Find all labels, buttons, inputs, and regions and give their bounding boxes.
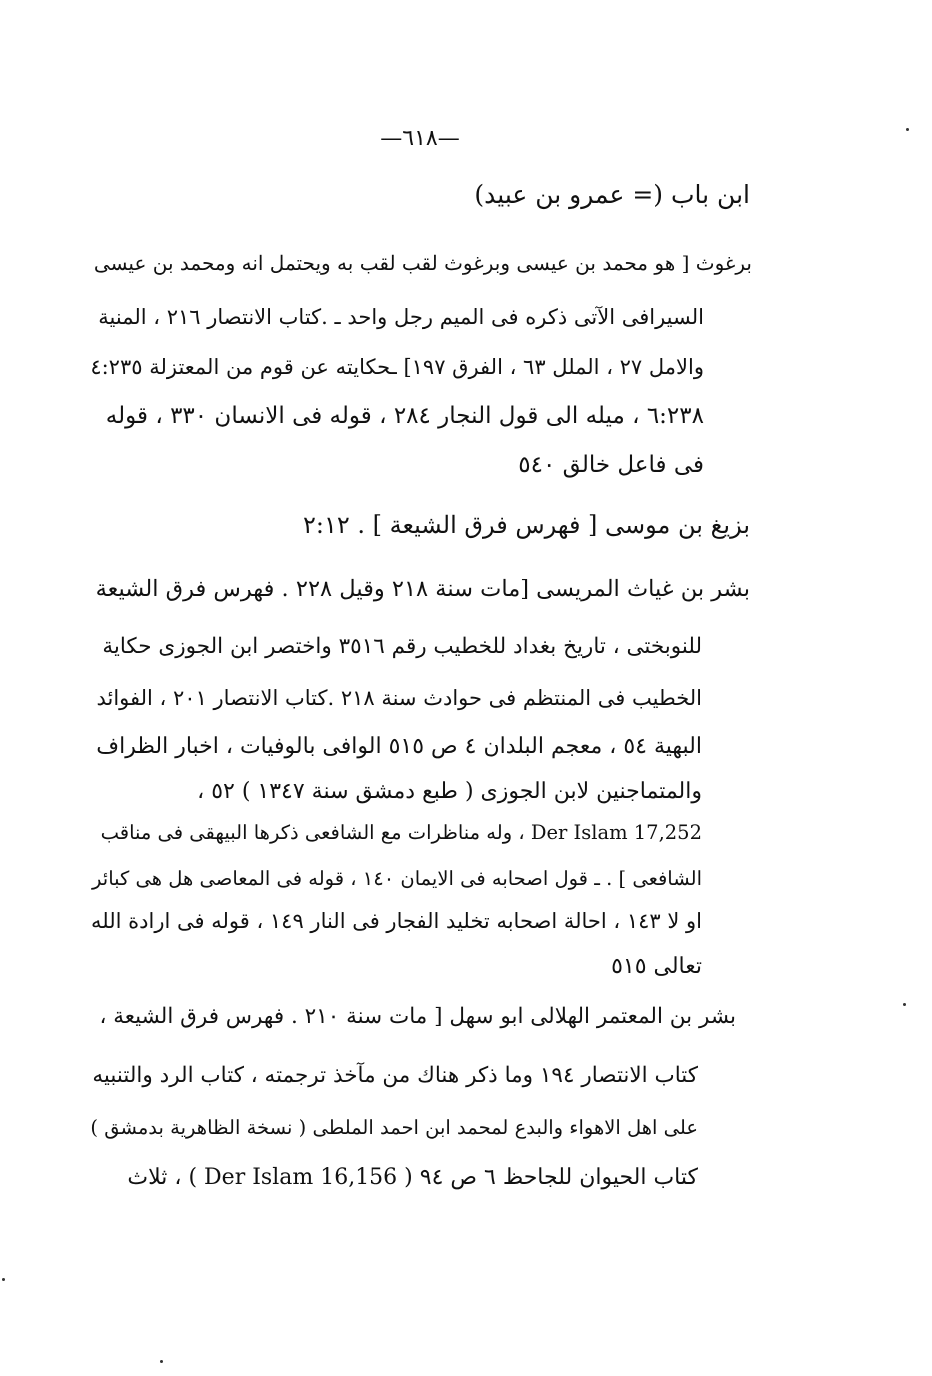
- entry-headword-line: ابن باب (= عمرو بن عبيد): [474, 180, 750, 209]
- entry-continuation-line: البهية ٥٤ ، معجم البلدان ٤ ص ٥١٥ الوافى بالوفيات ، اخبار الظراف: [96, 734, 702, 759]
- entry-headword-line: بزيغ بن موسى [ فهرس فرق الشيعة ] . ٢:١٢: [303, 511, 750, 539]
- entry-headword-line: برغوث [ هو محمد بن عيسى وبرغوث لقب لقب به ويحتمل انه ومحمد بن عيسى: [93, 251, 752, 275]
- entry-continuation-line: كتاب الانتصار ١٩٤ وما ذكر هناك من مآخذ ترجمته ، كتاب الرد والتنبيه: [92, 1063, 698, 1088]
- entry-continuation-line: كتاب الحيوان للجاحظ ٦ ص ٩٤ ( Der Islam 16,156 ) ، ثلاث: [127, 1165, 698, 1190]
- entry-continuation-line: للنوبختى ، تاريخ بغداد للخطيب رقم ٣٥١٦ واختصر ابن الجوزى حكاية: [102, 634, 702, 659]
- entry-continuation-line: والمتماجنين لابن الجوزى ( طبع دمشق سنة ١٣٤٧ ) ٥٢ ،: [197, 779, 702, 804]
- entry-continuation-line: على اهل الاهواء والبدع لمحمد ابن احمد الملطى ( نسخة الظاهرية بدمشق ): [90, 1116, 698, 1139]
- entry-headword-line: بشر بن المعتمر الهلالى ابو سهل [ مات سنة ٢١٠ . فهرس فرق الشيعة ،: [99, 1004, 736, 1029]
- scan-speck: [903, 1003, 906, 1006]
- scan-speck: [160, 1360, 163, 1363]
- entry-continuation-line: تعالى ٥١٥: [611, 954, 702, 979]
- entry-headword-line: بشر بن غياث المريسى [مات سنة ٢١٨ وقيل ٢٢٨ . فهرس فرق الشيعة: [95, 576, 750, 602]
- entry-continuation-line: السيرافى الآتى ذكره فى الميم رجل واحد ـ .كتاب الانتصار ٢١٦ ، المنية: [98, 305, 704, 329]
- entry-continuation-line: الشافعى ] . ـ قول اصحابه فى الايمان ١٤٠ ، قوله فى المعاصى هل هى كبائر: [92, 867, 702, 890]
- scan-speck: [906, 128, 909, 131]
- entry-continuation-line: Der Islam 17,252 ، وله مناظرات مع الشافعى ذكرها البيهقى فى مناقب: [100, 821, 702, 844]
- entry-continuation-line: والامل ٢٧ ، الملل ٦٣ ، الفرق ١٩٧] ـحكايته عن قوم من المعتزلة ٤:٢٣٥: [90, 355, 704, 379]
- entry-continuation-line: الخطيب فى المنتظم فى حوادث سنة ٢١٨ .كتاب الانتصار ٢٠١ ، الفوائد: [96, 686, 702, 710]
- page-number: —٦١٨—: [380, 126, 460, 151]
- entry-continuation-line: فى فاعل خالق ٥٤٠: [518, 452, 704, 478]
- entry-continuation-line: او لا ١٤٣ ، احالة اصحابه تخليد الفجار فى النار ١٤٩ ، قوله فى ارادة الله: [91, 909, 702, 933]
- scan-speck: [2, 1278, 5, 1281]
- entry-continuation-line: ٦:٢٣٨ ، ميله الى قول النجار ٢٨٤ ، قوله فى الانسان ٣٣٠ ، قوله: [105, 403, 704, 429]
